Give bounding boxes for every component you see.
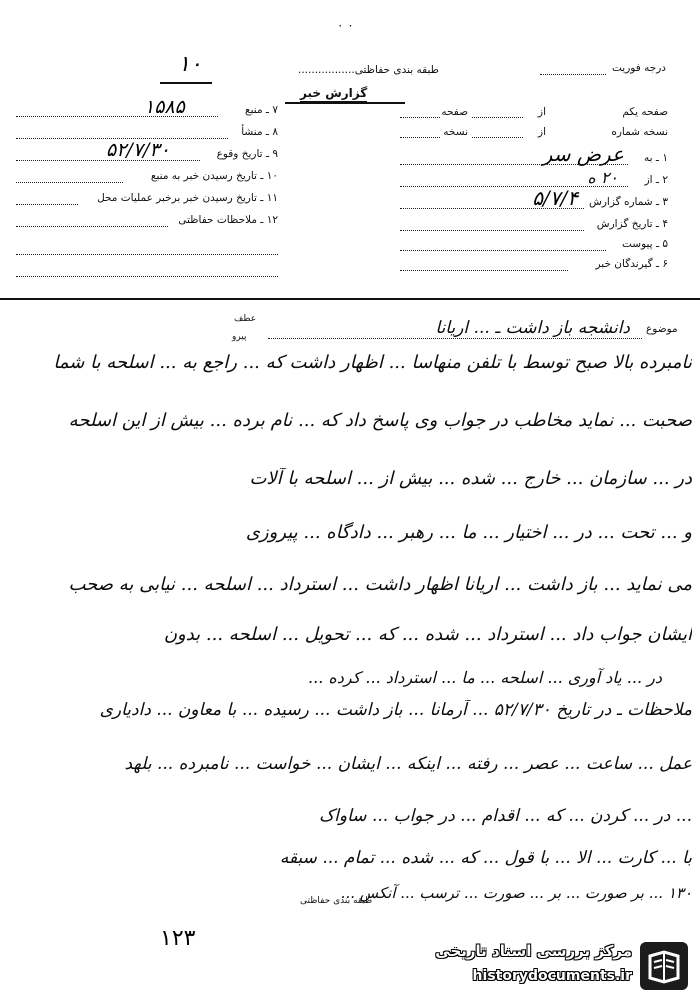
notes-line: ۱۳۰ ... بر صورت ... بر ... صورت ... ترسب ... آنکس ... [340, 884, 692, 902]
body-line: نامبرده بالا صبح توسط با تلفن منهاسا ... اظهار داشت که ... راجع به ... اسلحه با شما [53, 352, 692, 373]
folio-underline [160, 82, 212, 84]
page-mark: ۰ ۰ [337, 18, 354, 32]
watermark-site: historydocuments.ir [472, 968, 632, 984]
urgency-label: درجه فوریت [612, 62, 666, 74]
classification-bottom: طبقه بندی حفاظتی [300, 896, 373, 906]
source-value-handwritten: ۱۵۸۵ [144, 96, 185, 118]
header-separator [0, 298, 700, 300]
watermark [404, 936, 694, 996]
report-number-handwritten: ۵/۷/۴ [532, 186, 578, 210]
subject-label: موضوع [646, 323, 678, 335]
subject-handwritten: دانشجه باز داشت ـ ... اریانا [435, 318, 630, 338]
classification-top: طبقه بندی حفاظتی................. [298, 64, 439, 76]
urgency-dots [540, 74, 606, 75]
report-title: گزارش خبر [300, 86, 368, 100]
handwritten-folio-number: ۱۰ [178, 52, 202, 77]
body-line: صحبت ... نماید مخاطب در جواب وی پاسخ داد که ... نام برده ... بیش از این اسلحه [68, 410, 692, 431]
notes-line: ملاحظات ـ در تاریخ ۵۲/۷/۳۰ ... آرمانا ... باز داشت ... رسیده ... با معاون ... دادیاری [99, 700, 692, 720]
occurrence-date-handwritten: ۵۲/۷/۳۰ [106, 139, 170, 161]
body-line: در ... یاد آوری ... اسلحه ... ما ... استرداد ... کرده ... [308, 668, 662, 687]
from-value-handwritten: ۲۰ ه [587, 168, 618, 187]
atf-label: عطف [234, 314, 257, 324]
to-value-handwritten: عرض سر [542, 142, 624, 166]
notes-line: ... در ... کردن ... که ... اقدام ... در جواب ... ساواک [318, 806, 692, 826]
title-rule [285, 102, 405, 104]
field-report-number: ۳ ـ شماره گزارش ۵/۷/۴ [400, 190, 668, 212]
body-line: و ... تحت ... در ... اختیار ... ما ... رهبر ... دادگاه ... پیروزی [245, 522, 692, 543]
notes-line: با ... کارت ... الا ... با قول ... که ... شده ... تمام ... سبقه [279, 848, 692, 868]
body-line: در ... سازمان ... خارج ... شده ... بیش از ... اسلحه با آلات [249, 468, 692, 489]
notes-line: عمل ... ساعت ... عصر ... رفته ... اینکه ... ایشان ... خواست ... نامبرده ... بلهد [124, 754, 692, 774]
peyro-label: پیرو [232, 332, 247, 342]
watermark-title: مرکز بررسی اسناد تاریخی [435, 942, 632, 960]
body-line: می نماید ... باز داشت ... اریانا اظهار داشت ... استرداد ... اسلحه ... نیابی به صحب [68, 574, 692, 595]
field-to: ۱ ـ به عرض سر [400, 146, 668, 168]
field-security-notes: ۱۲ ـ ملاحظات حفاظتی [16, 210, 278, 232]
page-number-handwritten: ۱۲۳ [160, 926, 196, 951]
field-page: صفحه یکم از صفحه [400, 104, 668, 122]
watermark-logo-icon [640, 942, 688, 990]
field-receipt-date: ۱۰ ـ تاریخ رسیدن خبر به منبع [16, 166, 278, 188]
field-recipients: ۶ ـ گیرندگان خبر [400, 252, 668, 274]
field-source: ۷ ـ منبع ۱۵۸۵ [16, 100, 278, 122]
field-ops-date: ۱۱ ـ تاریخ رسیدن خبر برخبر عملیات محل [16, 188, 278, 210]
field-origin: ۸ ـ منشأ [16, 122, 278, 144]
body-line: ایشان جواب داد ... استرداد ... شده ... که ... تحویل ... اسلحه ... بدون [163, 624, 692, 645]
field-copy-number: نسخه شماره از نسخه [400, 124, 668, 142]
field-from: ۲ ـ از ۲۰ ه [400, 168, 668, 190]
field-attachment: ۵ ـ پیوست [400, 232, 668, 254]
field-occurrence-date: ۹ ـ تاریخ وقوع ۵۲/۷/۳۰ [16, 144, 278, 166]
field-report-date: ۴ ـ تاریخ گزارش [400, 212, 668, 234]
subject-dots [268, 338, 642, 339]
